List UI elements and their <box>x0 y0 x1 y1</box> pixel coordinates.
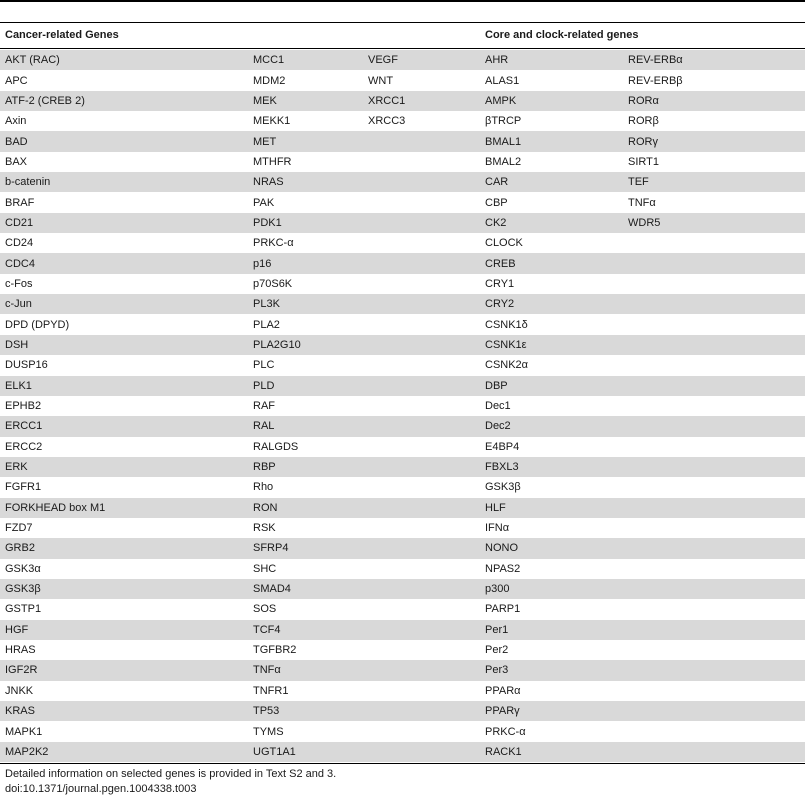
gene-cell: BMAL2 <box>480 152 623 172</box>
gene-cell: RSK <box>248 518 363 538</box>
gene-cell <box>363 477 480 497</box>
table-row <box>0 335 805 355</box>
table-footnote: Detailed information on selected genes is provided in Text S2 and 3. <box>5 768 337 780</box>
gene-cell: MET <box>248 131 363 151</box>
gene-cell: GRB2 <box>0 538 248 558</box>
table-row <box>0 640 805 660</box>
gene-cell: Per2 <box>480 640 623 660</box>
gene-cell: RORα <box>623 91 805 111</box>
gene-cell: Rho <box>248 477 363 497</box>
gene-cell: TCF4 <box>248 620 363 640</box>
gene-cell: PPARγ <box>480 701 623 721</box>
gene-cell <box>623 376 805 396</box>
doi-text: doi:10.1371/journal.pgen.1004338.t003 <box>5 783 197 795</box>
gene-cell: WNT <box>363 70 480 90</box>
gene-cell <box>363 457 480 477</box>
table-row <box>0 376 805 396</box>
table-row <box>0 213 805 233</box>
header-bottom-rule <box>0 48 805 49</box>
gene-cell <box>363 213 480 233</box>
gene-cell: UGT1A1 <box>248 742 363 762</box>
gene-cell: Dec1 <box>480 396 623 416</box>
gene-cell <box>623 274 805 294</box>
gene-cell <box>623 579 805 599</box>
gene-cell: AMPK <box>480 91 623 111</box>
gene-cell: PDK1 <box>248 213 363 233</box>
gene-cell <box>623 457 805 477</box>
gene-cell <box>363 396 480 416</box>
gene-cell <box>363 192 480 212</box>
table-row <box>0 559 805 579</box>
gene-cell: CD24 <box>0 233 248 253</box>
gene-cell: ATF-2 (CREB 2) <box>0 91 248 111</box>
gene-cell <box>623 660 805 680</box>
gene-cell: GSK3β <box>0 579 248 599</box>
table-row <box>0 274 805 294</box>
gene-table <box>0 50 805 762</box>
gene-cell <box>363 538 480 558</box>
gene-cell <box>363 355 480 375</box>
gene-cell <box>363 131 480 151</box>
gene-cell: SHC <box>248 559 363 579</box>
gene-cell: DBP <box>480 376 623 396</box>
gene-cell <box>363 518 480 538</box>
gene-cell: TNFα <box>248 660 363 680</box>
table-row <box>0 477 805 497</box>
gene-cell: CDC4 <box>0 253 248 273</box>
gene-cell: HLF <box>480 498 623 518</box>
table-row <box>0 91 805 111</box>
gene-cell: CLOCK <box>480 233 623 253</box>
gene-cell <box>363 274 480 294</box>
table-row <box>0 172 805 192</box>
gene-cell <box>623 721 805 741</box>
gene-cell <box>623 233 805 253</box>
gene-cell: TNFR1 <box>248 681 363 701</box>
gene-cell: RON <box>248 498 363 518</box>
gene-cell: PARP1 <box>480 599 623 619</box>
gene-cell <box>363 172 480 192</box>
gene-cell: p16 <box>248 253 363 273</box>
gene-cell: CBP <box>480 192 623 212</box>
gene-cell <box>363 660 480 680</box>
gene-cell: RALGDS <box>248 437 363 457</box>
gene-cell <box>623 335 805 355</box>
gene-cell: Per3 <box>480 660 623 680</box>
table-row <box>0 457 805 477</box>
table-row <box>0 721 805 741</box>
gene-cell: CK2 <box>480 213 623 233</box>
gene-cell: PLC <box>248 355 363 375</box>
table-row <box>0 233 805 253</box>
table-row <box>0 416 805 436</box>
gene-cell: ERCC2 <box>0 437 248 457</box>
table-row <box>0 314 805 334</box>
gene-cell: Dec2 <box>480 416 623 436</box>
gene-cell <box>363 152 480 172</box>
gene-cell: c-Jun <box>0 294 248 314</box>
clock-genes-header: Core and clock-related genes <box>485 29 639 41</box>
gene-cell: MCC1 <box>248 50 363 70</box>
table-row <box>0 701 805 721</box>
gene-cell: AHR <box>480 50 623 70</box>
table-row <box>0 253 805 273</box>
gene-cell: HGF <box>0 620 248 640</box>
gene-cell: PLA2G10 <box>248 335 363 355</box>
gene-cell: Axin <box>0 111 248 131</box>
table-row <box>0 355 805 375</box>
gene-cell <box>623 640 805 660</box>
gene-cell <box>623 437 805 457</box>
gene-cell: TYMS <box>248 721 363 741</box>
table-row <box>0 294 805 314</box>
gene-cell <box>363 742 480 762</box>
top-rule <box>0 0 805 2</box>
gene-cell <box>623 701 805 721</box>
gene-cell: MAPK1 <box>0 721 248 741</box>
gene-cell: CRY1 <box>480 274 623 294</box>
gene-cell <box>623 396 805 416</box>
table-row <box>0 538 805 558</box>
table-row <box>0 192 805 212</box>
gene-cell: E4BP4 <box>480 437 623 457</box>
gene-cell: MEKK1 <box>248 111 363 131</box>
table-row <box>0 498 805 518</box>
gene-cell <box>363 681 480 701</box>
gene-cell: MTHFR <box>248 152 363 172</box>
gene-cell: GSK3α <box>0 559 248 579</box>
gene-cell: MAP2K2 <box>0 742 248 762</box>
gene-cell <box>363 294 480 314</box>
gene-cell <box>623 498 805 518</box>
gene-cell: TGFBR2 <box>248 640 363 660</box>
gene-cell: PPARα <box>480 681 623 701</box>
gene-cell <box>363 579 480 599</box>
gene-cell: b-catenin <box>0 172 248 192</box>
gene-cell <box>623 294 805 314</box>
gene-cell: p300 <box>480 579 623 599</box>
gene-cell: PLD <box>248 376 363 396</box>
gene-cell: IFNα <box>480 518 623 538</box>
gene-cell <box>363 721 480 741</box>
gene-cell: HRAS <box>0 640 248 660</box>
gene-cell: p70S6K <box>248 274 363 294</box>
gene-cell: TNFα <box>623 192 805 212</box>
gene-cell: RORβ <box>623 111 805 131</box>
table-header-row <box>0 24 805 50</box>
gene-cell <box>623 253 805 273</box>
header-top-rule <box>0 22 805 23</box>
gene-cell: CSNK1δ <box>480 314 623 334</box>
gene-cell: REV-ERBβ <box>623 70 805 90</box>
gene-cell: TEF <box>623 172 805 192</box>
gene-cell: DPD (DPYD) <box>0 314 248 334</box>
gene-cell: WDR5 <box>623 213 805 233</box>
gene-cell <box>623 538 805 558</box>
gene-cell: TP53 <box>248 701 363 721</box>
gene-cell: RAL <box>248 416 363 436</box>
gene-cell: PLA2 <box>248 314 363 334</box>
table-bottom-rule <box>0 763 805 764</box>
gene-cell: ERK <box>0 457 248 477</box>
table-row <box>0 579 805 599</box>
gene-cell: APC <box>0 70 248 90</box>
gene-cell <box>623 355 805 375</box>
gene-cell: CSNK2α <box>480 355 623 375</box>
gene-cell: CRY2 <box>480 294 623 314</box>
table-row <box>0 152 805 172</box>
gene-cell: CAR <box>480 172 623 192</box>
gene-cell <box>623 681 805 701</box>
gene-cell: PRKC-α <box>480 721 623 741</box>
gene-cell <box>363 233 480 253</box>
gene-cell: NRAS <box>248 172 363 192</box>
gene-cell <box>363 599 480 619</box>
gene-cell: SIRT1 <box>623 152 805 172</box>
gene-cell: REV-ERBα <box>623 50 805 70</box>
gene-cell: CSNK1ε <box>480 335 623 355</box>
gene-cell <box>363 559 480 579</box>
gene-cell: RAF <box>248 396 363 416</box>
gene-cell <box>363 437 480 457</box>
gene-cell <box>623 559 805 579</box>
gene-cell: RACK1 <box>480 742 623 762</box>
gene-cell: MEK <box>248 91 363 111</box>
cancer-genes-header: Cancer-related Genes <box>5 29 119 41</box>
table-row <box>0 660 805 680</box>
gene-cell: Per1 <box>480 620 623 640</box>
gene-cell: FZD7 <box>0 518 248 538</box>
gene-cell <box>623 518 805 538</box>
table-row <box>0 518 805 538</box>
table-row <box>0 437 805 457</box>
gene-cell: VEGF <box>363 50 480 70</box>
gene-cell: GSTP1 <box>0 599 248 619</box>
gene-cell: SFRP4 <box>248 538 363 558</box>
gene-cell <box>623 620 805 640</box>
gene-cell: RORγ <box>623 131 805 151</box>
gene-cell: DSH <box>0 335 248 355</box>
gene-cell <box>363 620 480 640</box>
gene-cell: BAD <box>0 131 248 151</box>
table-row <box>0 742 805 762</box>
gene-cell: RBP <box>248 457 363 477</box>
table-row <box>0 681 805 701</box>
gene-cell: BMAL1 <box>480 131 623 151</box>
table-row <box>0 396 805 416</box>
gene-cell: βTRCP <box>480 111 623 131</box>
table-row <box>0 70 805 90</box>
gene-cell: XRCC1 <box>363 91 480 111</box>
gene-cell: FORKHEAD box M1 <box>0 498 248 518</box>
gene-cell <box>363 376 480 396</box>
gene-cell: AKT (RAC) <box>0 50 248 70</box>
gene-cell: PL3K <box>248 294 363 314</box>
gene-cell: MDM2 <box>248 70 363 90</box>
gene-cell: JNKK <box>0 681 248 701</box>
gene-cell <box>363 416 480 436</box>
gene-cell: XRCC3 <box>363 111 480 131</box>
gene-cell: FBXL3 <box>480 457 623 477</box>
gene-cell: PRKC-α <box>248 233 363 253</box>
gene-cell <box>363 640 480 660</box>
gene-cell <box>363 335 480 355</box>
gene-cell <box>623 599 805 619</box>
gene-cell: BRAF <box>0 192 248 212</box>
gene-cell: DUSP16 <box>0 355 248 375</box>
gene-cell <box>363 701 480 721</box>
gene-cell: BAX <box>0 152 248 172</box>
gene-cell <box>623 477 805 497</box>
gene-cell: NONO <box>480 538 623 558</box>
gene-cell: CD21 <box>0 213 248 233</box>
gene-cell <box>623 314 805 334</box>
table-row <box>0 599 805 619</box>
gene-cell: ELK1 <box>0 376 248 396</box>
gene-cell <box>363 253 480 273</box>
gene-cell: NPAS2 <box>480 559 623 579</box>
gene-cell: CREB <box>480 253 623 273</box>
gene-cell: GSK3β <box>480 477 623 497</box>
gene-cell <box>363 314 480 334</box>
table-row <box>0 50 805 70</box>
gene-cell <box>623 742 805 762</box>
gene-cell: ERCC1 <box>0 416 248 436</box>
table-row <box>0 111 805 131</box>
gene-cell: KRAS <box>0 701 248 721</box>
gene-cell: ALAS1 <box>480 70 623 90</box>
gene-cell: c-Fos <box>0 274 248 294</box>
gene-cell <box>623 416 805 436</box>
gene-cell: SOS <box>248 599 363 619</box>
gene-cell: IGF2R <box>0 660 248 680</box>
table-row <box>0 620 805 640</box>
gene-cell: EPHB2 <box>0 396 248 416</box>
gene-cell <box>363 498 480 518</box>
table-row <box>0 131 805 151</box>
gene-cell: SMAD4 <box>248 579 363 599</box>
gene-cell: PAK <box>248 192 363 212</box>
gene-cell: FGFR1 <box>0 477 248 497</box>
